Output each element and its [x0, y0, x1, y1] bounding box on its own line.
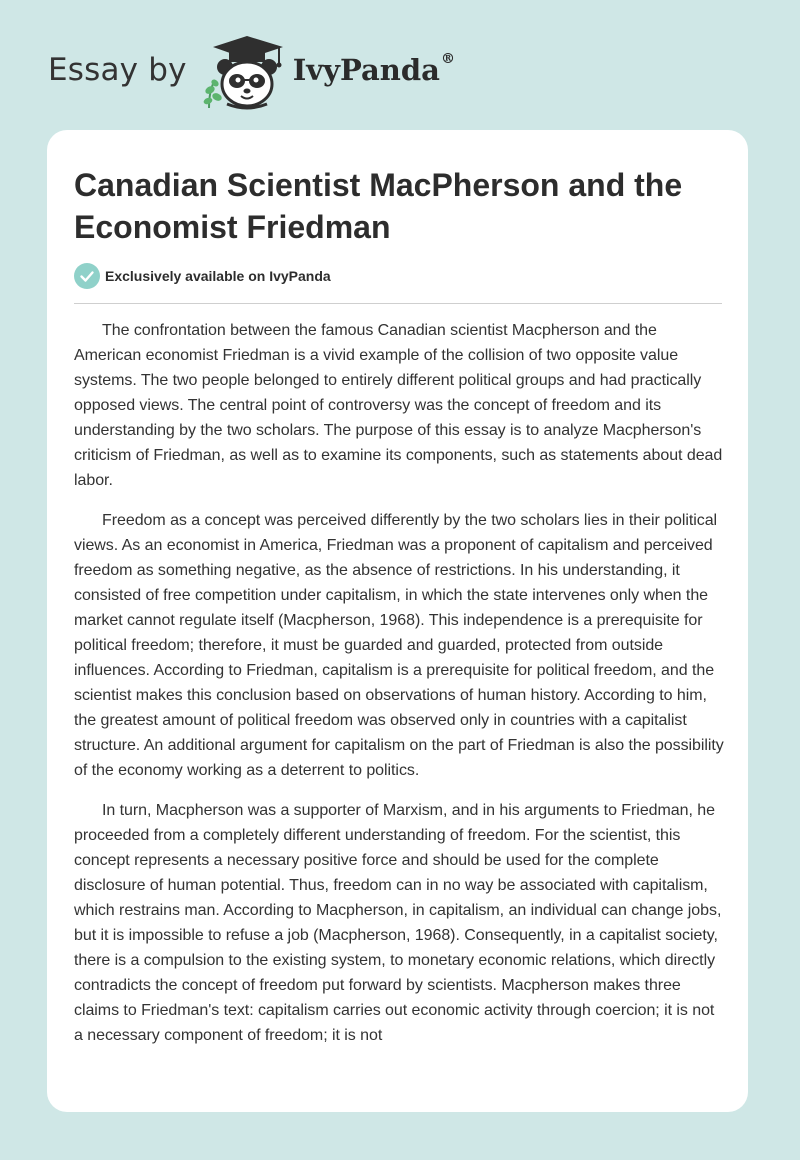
panda-mascot-icon [201, 30, 291, 110]
ivypanda-wordmark [293, 53, 455, 87]
exclusive-badge [74, 263, 331, 289]
essay-by-label: Essay by [48, 52, 187, 88]
paragraph: Freedom as a concept was perceived differently by the two scholars lies in their political views. As an economist in America, Friedman was a proponent of capitalism and perceived freedom as something negative, as the absence of restrictions. In his understanding, it consisted of free competition under capitalism, in which the state intervenes only when the market cannot regulate itself (Macpherson, 1968). This independence is a prerequisite for political freedom; therefore, it must be guarded and guarded, protected from outside influences. According to Friedman, capitalism is a prerequisite for political freedom, and the scientist makes this conclusion based on observations of human history. According to him, the greatest amount of political freedom was observed only in countries with a capitalist structure. An additional argument for capitalism on the part of Friedman is also the possibility of the economy working as a deterrent to politics. [74, 512, 724, 779]
exclusive-label: Exclusively available on IvyPanda [105, 268, 331, 284]
essay-title: Canadian Scientist MacPherson and the Economist Friedman [74, 167, 683, 245]
check-circle-icon [74, 263, 100, 289]
essay-card [47, 130, 748, 1112]
essay-by-ivypanda-logo[interactable] [48, 30, 455, 110]
essay-body [74, 318, 724, 1063]
registered-mark: ® [440, 51, 455, 67]
paragraph: In turn, Macpherson was a supporter of Marxism, and in his arguments to Friedman, he proceeded from a completely different understanding of freedom. For the scientist, this concept represents a necessary positive force and should be used for the complete disclosure of human potential. Thus, freedom can in no way be associated with capitalism, which restrains man. According to Macpherson, in capitalism, an individual can change jobs, but it is impossible to refuse a job (Macpherson, 1968). Consequently, in a capitalist society, there is a compulsion to the existing system, to monetary economic relations, which directly contradicts the concept of freedom put forward by scientists. Macpherson makes three claims to Friedman's text: capitalism carries out economic activity through coercion; it is not a necessary component of freedom; it is not [74, 802, 722, 1044]
divider [74, 303, 722, 304]
paragraph: The confrontation between the famous Canadian scientist Macpherson and the American economist Friedman is a vivid example of the collision of two opposite value systems. The two people belonged to entirely different political groups and had practically opposed views. The central point of controversy was the concept of freedom and its understanding by the two scholars. The purpose of this essay is to analyze Macpherson's criticism of Friedman, as well as to examine its components, such as statements about dead labor. [74, 322, 723, 489]
brand-name-text: IvyPanda [292, 53, 440, 87]
